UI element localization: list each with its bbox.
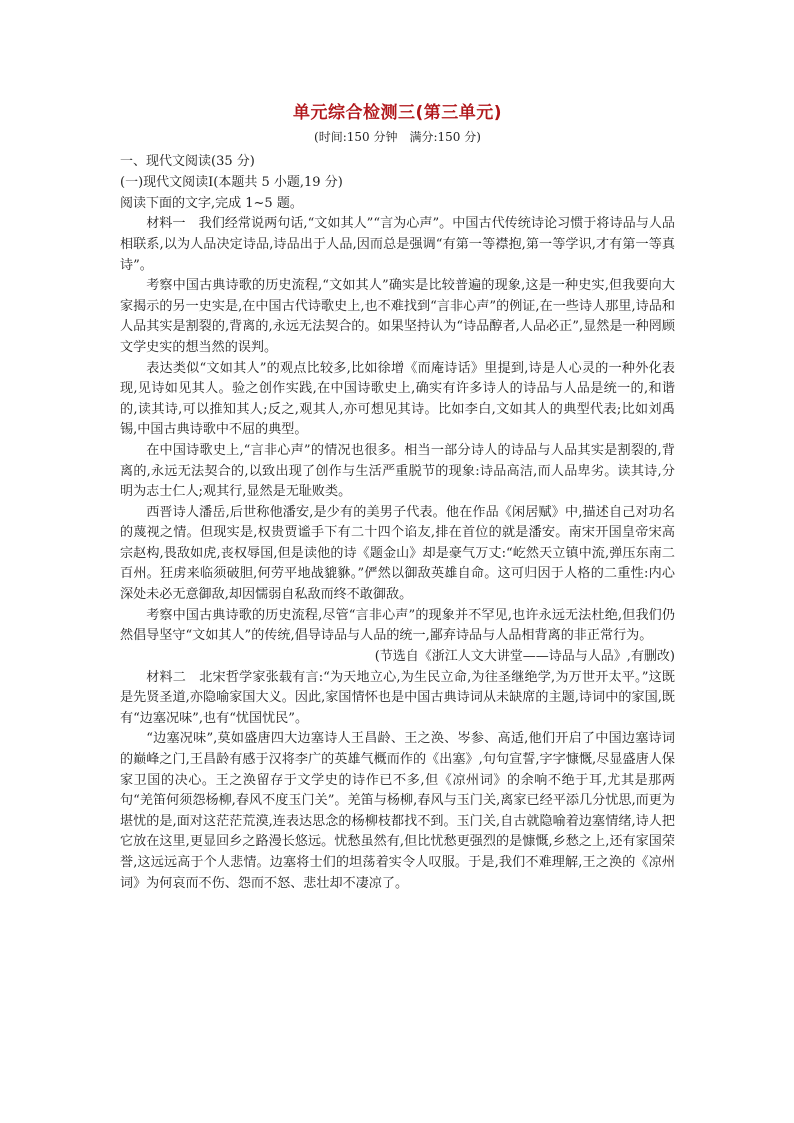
document-page <box>120 102 675 894</box>
material1-source-citation: (节选自《浙江人文大讲堂——诗品与人品》,有删改) <box>374 648 675 664</box>
material1-paragraph-4: 在中国诗歌史上,“言非心声”的情况也很多。相当一部分诗人的诗品与人品其实是割裂的,背离的,永远无法契合的,以致出现了创作与生活严重脱节的现象:诗品高洁,而人品卑劣。读其诗,分明为志士仁人;观其行,显然是无耻败类。 <box>120 442 675 500</box>
material1-paragraph-2: 考察中国古典诗歌的历史流程,“文如其人”确实是比较普遍的现象,这是一种史实,但我要向大家揭示的另一史实是,在中国古代诗歌史上,也不难找到“言非心声”的例证,在一些诗人那里,诗品和人品其实是割裂的,背离的,永远无法契合的。如果坚持认为“诗品醇者,人品必正”,显然是一种罔顾文学史实的想当然的误判。 <box>120 278 675 355</box>
reading-instruction: 阅读下面的文字,完成 1~5 题。 <box>120 195 303 211</box>
material2-paragraph-2: “边塞况味”,莫如盛唐四大边塞诗人王昌龄、王之涣、岑参、高适,他们开启了中国边塞诗词的巅峰之门,王昌龄有感于汉将李广的英雄气概而作的《出塞》,句句宣誓,字字慷慨,尽显盛唐人保家卫国的决心。王之涣留存于文学史的诗作已不多,但《凉州词》的余响不绝于耳,尤其是那两句“羌笛何须怨杨柳,春风不度玉门关”。羌笛与杨柳,春风与玉门关,离家已经平添几分忧思,而更为堪忧的是,面对这茫茫荒漠,连表达思念的杨柳枝都找不到。玉门关,自古就隐喻着边塞情绪,诗人把它放在这里,更显回乡之路漫长悠远。忧愁虽然有,但比忧愁更强烈的是慷慨,乡愁之上,还有家国荣誉,这远远高于个人悲情。边塞将士们的坦荡着实令人叹服。于是,我们不难理解,王之涣的《凉州词》为何哀而不伤、怨而不怒、悲壮却不凄凉了。 <box>120 731 675 891</box>
material1-paragraph-6: 考察中国古典诗歌的历史流程,尽管“言非心声”的现象并不罕见,也许永远无法杜绝,但我们仍然倡导坚守“文如其人”的传统,倡导诗品与人品的统一,鄙弃诗品与人品相背离的非正常行为。 <box>120 607 675 644</box>
material1-paragraph-1: 材料一 我们经常说两句话,“文如其人”“言为心声”。中国古代传统诗论习惯于将诗品与人品相联系,以为人品决定诗品,诗品出于人品,因而总是强调“有第一等襟抱,第一等学识,才有第一等真诗”。 <box>120 216 675 273</box>
material2-paragraph-1: 材料二 北宋哲学家张载有言:“为天地立心,为生民立命,为往圣继绝学,为万世开太平。”这既是先贤圣道,亦隐喻家国大义。因此,家国情怀也是中国古典诗词从未缺席的主题,诗词中的家国,既有“边塞况味”,也有“忧国忧民”。 <box>120 669 675 726</box>
section-heading: 一、现代文阅读(35 分) <box>120 154 255 169</box>
page-title: 单元综合检测三(第三单元) <box>292 103 503 123</box>
exam-time-and-score: (时间:150 分钟 满分:150 分) <box>314 130 481 144</box>
material1-paragraph-3: 表达类似“文如其人”的观点比较多,比如徐增《而庵诗话》里提到,诗是人心灵的一种外化表现,见诗如见其人。验之创作实践,在中国诗歌史上,确实有许多诗人的诗品与人品是统一的,和谐的,读其诗,可以推知其人;反之,观其人,亦可想见其诗。比如李白,文如其人的典型代表;比如刘禹锡,中国古典诗歌中不屈的典型。 <box>120 360 675 438</box>
material1-paragraph-5: 西晋诗人潘岳,后世称他潘安,是少有的美男子代表。他在作品《闲居赋》中,描述自己对功名的蔑视之情。但现实是,权贵贾谧手下有二十四个谄友,排在首位的就是潘安。南宋开国皇帝宋高宗赵构,畏敌如虎,丧权辱国,但是读他的诗《题金山》却是豪气万丈:“屹然天立镇中流,弹压东南二百州。狂虏来临须破胆,何劳平地战貔貅。”俨然以御敌英雄自命。这可归因于人格的二重性:内心深处未必无意御敌,却因懦弱自私敌而终不敢御敌。 <box>120 504 675 603</box>
section-subheading: (一)现代文阅读Ⅰ(本题共 5 小题,19 分) <box>120 174 343 190</box>
